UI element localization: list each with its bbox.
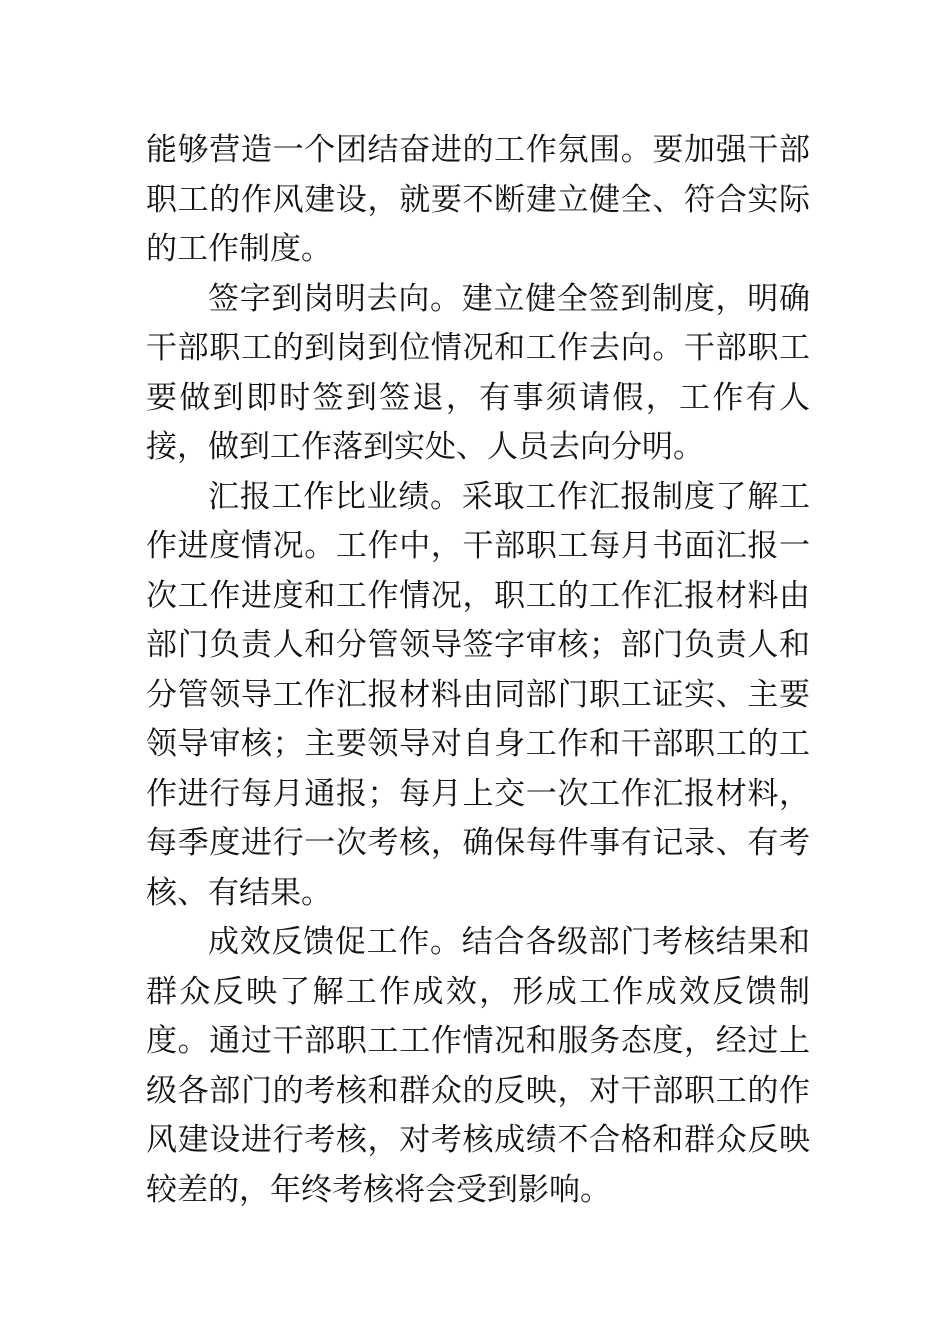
paragraph-continuation: 能够营造一个团结奋进的工作氛围。要加强干部职工的作风建设，就要不断建立健全、符合实际的工作制度。 xyxy=(146,132,810,267)
paragraph-work-report: 汇报工作比业绩。采取工作汇报制度了解工作进度情况。工作中，干部职工每月书面汇报一次工作进度和工作情况，职工的工作汇报材料由部门负责人和分管领导签字审核；部门负责人和分管领导工作汇报材料由同部门职工证实、主要领导审核；主要领导对自身工作和干部职工的工作进行每月通报；每月上交一次工作汇报材料，每季度进行一次考核，确保每件事有记录、有考核、有结果。 xyxy=(146,478,810,911)
document-body xyxy=(146,126,810,1215)
paragraph-feedback: 成效反馈促工作。结合各级部门考核结果和群众反映了解工作成效，形成工作成效反馈制度。通过干部职工工作情况和服务态度，经过上级各部门的考核和群众的反映，对干部职工的作风建设进行考核，对考核成绩不合格和群众反映较差的，年终考核将会受到影响。 xyxy=(146,924,810,1208)
paragraph-sign-in: 签字到岗明去向。建立健全签到制度，明确干部职工的到岗到位情况和工作去向。干部职工要做到即时签到签退，有事须请假，工作有人接，做到工作落到实处、人员去向分明。 xyxy=(146,280,810,465)
